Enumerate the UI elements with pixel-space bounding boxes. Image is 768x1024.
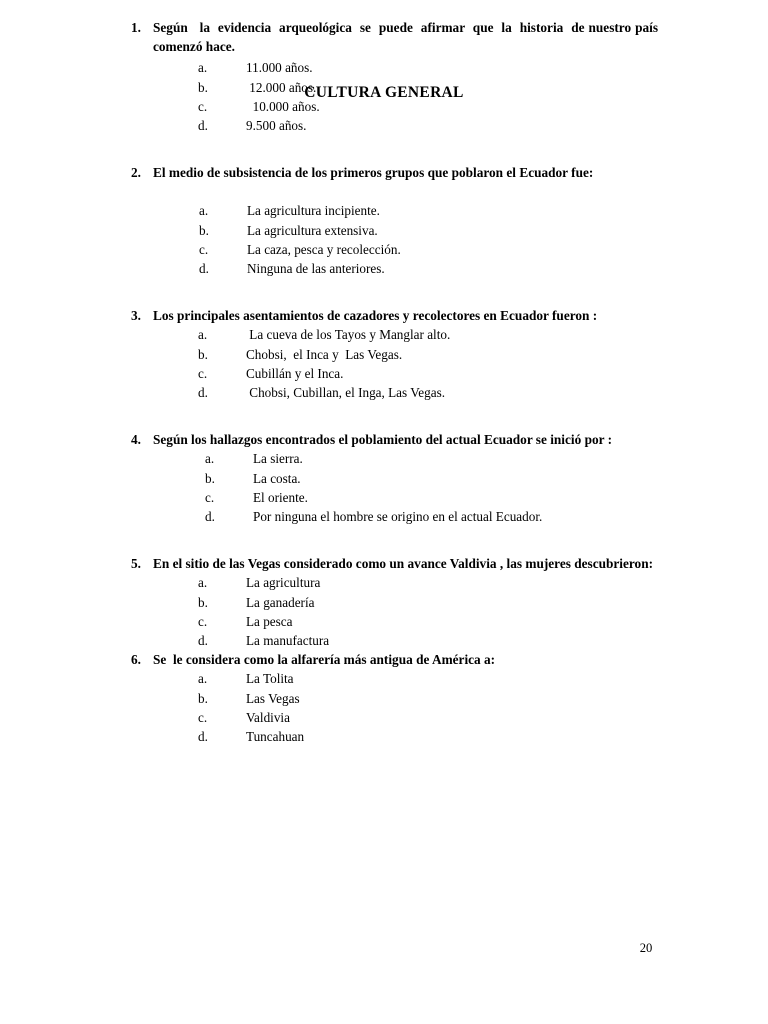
option-item[interactable] bbox=[205, 469, 658, 488]
option-letter: c. bbox=[198, 365, 208, 381]
option-item[interactable] bbox=[199, 221, 658, 240]
question-number: 4. bbox=[131, 432, 141, 448]
option-text: La manufactura bbox=[246, 633, 330, 649]
option-letter: c. bbox=[205, 489, 215, 505]
option-text: Cubillán y el Inca. bbox=[246, 365, 344, 381]
question-number: 2. bbox=[131, 165, 141, 181]
question-item bbox=[131, 163, 658, 278]
option-letter: a. bbox=[198, 327, 208, 343]
option-letter: a. bbox=[198, 60, 208, 76]
spacer bbox=[131, 182, 658, 201]
spacer bbox=[131, 278, 658, 306]
option-text: 10.000 años. bbox=[246, 98, 320, 114]
option-letter: c. bbox=[198, 98, 208, 114]
option-item[interactable] bbox=[205, 449, 658, 468]
option-text: La Tolita bbox=[246, 671, 294, 687]
option-letter: a. bbox=[198, 575, 208, 591]
option-letter: d. bbox=[198, 729, 208, 745]
question-number: 3. bbox=[131, 308, 141, 324]
option-letter: b. bbox=[198, 79, 208, 95]
option-item[interactable] bbox=[198, 58, 658, 77]
option-item[interactable] bbox=[198, 689, 658, 708]
option-item[interactable] bbox=[205, 507, 658, 526]
option-letter: c. bbox=[199, 241, 209, 257]
document-body bbox=[131, 0, 662, 746]
option-text: 9.500 años. bbox=[246, 118, 307, 134]
question-stem: 2. El medio de subsistencia de los primeros grupos que poblaron el Ecuador fue: bbox=[131, 163, 658, 182]
option-letter: c. bbox=[198, 709, 208, 725]
question-list bbox=[131, 18, 662, 746]
question-number: 5. bbox=[131, 556, 141, 572]
option-item[interactable] bbox=[198, 78, 658, 97]
option-letter: b. bbox=[205, 470, 215, 486]
option-item[interactable] bbox=[199, 259, 658, 278]
option-text: La agricultura bbox=[246, 575, 321, 591]
option-letter: d. bbox=[198, 118, 208, 134]
option-letter: d. bbox=[198, 385, 208, 401]
option-letter: b. bbox=[198, 690, 208, 706]
option-item[interactable] bbox=[198, 383, 658, 402]
option-text: Valdivia bbox=[246, 709, 290, 725]
option-text: Las Vegas bbox=[246, 690, 300, 706]
spacer bbox=[131, 402, 658, 430]
option-text: La costa. bbox=[253, 470, 301, 486]
option-list bbox=[131, 201, 658, 278]
option-text: La agricultura incipiente. bbox=[247, 203, 380, 219]
question-item bbox=[131, 430, 658, 526]
option-item[interactable] bbox=[198, 631, 658, 650]
question-stem: 1. Según la evidencia arqueológica se puede afirmar que la historia de nuestro país comenzó hace. bbox=[131, 20, 662, 55]
question-item bbox=[131, 306, 658, 402]
option-letter: b. bbox=[198, 594, 208, 610]
option-item[interactable] bbox=[198, 573, 658, 592]
spacer bbox=[131, 526, 658, 554]
option-letter: a. bbox=[205, 451, 215, 467]
option-text: La agricultura extensiva. bbox=[247, 222, 378, 238]
option-text: 12.000 años. bbox=[246, 79, 317, 95]
question-number: 1. bbox=[131, 20, 141, 35]
option-item[interactable] bbox=[198, 727, 658, 746]
page-number-value: 20 bbox=[639, 941, 653, 955]
option-text: La pesca bbox=[246, 613, 293, 629]
option-item[interactable] bbox=[198, 593, 658, 612]
option-text: 11.000 años. bbox=[246, 60, 313, 76]
page-number bbox=[0, 941, 768, 956]
option-item[interactable] bbox=[198, 612, 658, 631]
option-item[interactable] bbox=[205, 488, 658, 507]
option-text: Tuncahuan bbox=[246, 729, 305, 745]
option-text: Chobsi, el Inca y Las Vegas. bbox=[246, 346, 403, 362]
option-item[interactable] bbox=[198, 116, 658, 135]
option-item[interactable] bbox=[198, 669, 658, 688]
option-item[interactable] bbox=[199, 240, 658, 259]
option-text: La cueva de los Tayos y Manglar alto. bbox=[246, 327, 451, 343]
option-letter: a. bbox=[199, 203, 209, 219]
option-list bbox=[131, 325, 658, 402]
option-item[interactable] bbox=[198, 364, 658, 383]
page-title: CULTURA GENERAL bbox=[304, 84, 464, 101]
option-text: Ninguna de las anteriores. bbox=[247, 261, 385, 277]
option-item[interactable] bbox=[199, 201, 658, 220]
option-text: Por ninguna el hombre se origino en el actual Ecuador. bbox=[253, 509, 543, 525]
question-number: 6. bbox=[131, 652, 141, 668]
option-list bbox=[131, 449, 658, 526]
option-item[interactable] bbox=[198, 345, 658, 364]
question-item bbox=[131, 554, 658, 650]
question-item bbox=[131, 18, 662, 135]
option-item[interactable] bbox=[198, 708, 658, 727]
option-list bbox=[131, 669, 658, 746]
option-letter: b. bbox=[199, 222, 209, 238]
option-item[interactable] bbox=[198, 97, 658, 116]
option-letter: d. bbox=[205, 509, 215, 525]
option-text: Chobsi, Cubillan, el Inga, Las Vegas. bbox=[246, 385, 446, 401]
option-letter: c. bbox=[198, 613, 208, 629]
option-letter: b. bbox=[198, 346, 208, 362]
option-letter: d. bbox=[198, 633, 208, 649]
option-list bbox=[131, 58, 658, 135]
option-text: La caza, pesca y recolección. bbox=[247, 241, 401, 257]
question-stem: 6. Se le considera como la alfarería más antigua de América a: bbox=[131, 650, 658, 669]
option-list bbox=[131, 573, 658, 650]
option-text: El oriente. bbox=[253, 489, 308, 505]
spacer bbox=[131, 135, 658, 163]
question-stem: 3. Los principales asentamientos de cazadores y recolectores en Ecuador fueron : bbox=[131, 306, 658, 325]
option-letter: a. bbox=[198, 671, 208, 687]
question-item bbox=[131, 650, 658, 746]
question-stem: 4. Según los hallazgos encontrados el poblamiento del actual Ecuador se inició por : bbox=[131, 430, 658, 449]
option-text: La ganadería bbox=[246, 594, 315, 610]
question-stem: 5. En el sitio de las Vegas considerado como un avance Valdivia , las mujeres descubrieron: bbox=[131, 554, 658, 573]
option-item[interactable] bbox=[198, 325, 658, 344]
option-text: La sierra. bbox=[253, 451, 303, 467]
option-letter: d. bbox=[199, 261, 209, 277]
